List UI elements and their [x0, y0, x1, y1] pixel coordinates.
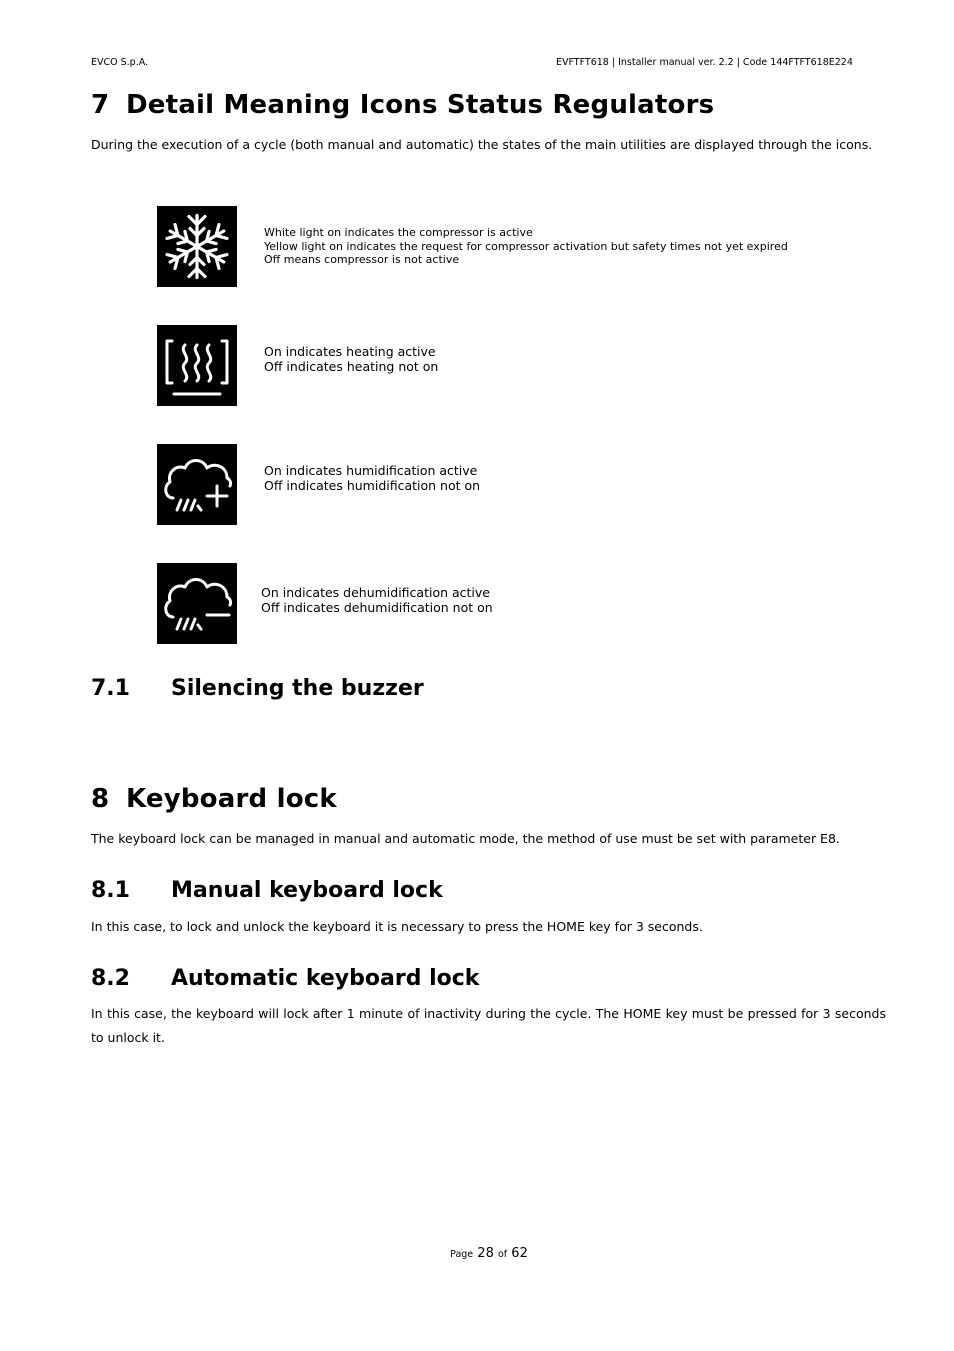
section-number: 7 [91, 90, 110, 120]
page-footer [0, 1246, 954, 1261]
section-number: 7.1 [91, 676, 130, 701]
dehumidification-description [261, 585, 493, 615]
snowflake-icon [157, 206, 237, 287]
section-title: Keyboard lock [126, 784, 337, 814]
compressor-description [264, 226, 788, 267]
header-doc-info: EVFTFT618 | Installer manual ver. 2.2 | Code 144FTFT618E224 [556, 57, 853, 68]
section-8-2-text: In this case, the keyboard will lock after 1 minute of inactivity during the cycle. The HOME key must be pressed for 3 seconds to unlock it. [91, 1006, 886, 1045]
section-number: 8 [91, 784, 110, 814]
section-number: 8.1 [91, 878, 130, 903]
section-8-1-heading [91, 878, 443, 903]
section-7-intro: During the execution of a cycle (both manual and automatic) the states of the main utilities are displayed through the icons. [91, 137, 873, 152]
section-8-1-text: In this case, to lock and unlock the keyboard it is necessary to press the HOME key for 3 seconds. [91, 919, 703, 934]
section-8-text: The keyboard lock can be managed in manual and automatic mode, the method of use must be set with parameter E8. [91, 831, 840, 846]
description-line: Off indicates heating not on [264, 359, 439, 374]
section-title: Automatic keyboard lock [171, 966, 480, 991]
description-line: Off indicates humidification not on [264, 478, 481, 493]
humidification-description [264, 463, 480, 493]
heating-icon [157, 325, 237, 406]
description-line: Off indicates dehumidification not on [261, 600, 493, 615]
section-title: Detail Meaning Icons Status Regulators [126, 90, 715, 120]
dehumidification-icon [157, 563, 237, 644]
section-number: 8.2 [91, 966, 130, 991]
section-8-2-heading [91, 966, 479, 991]
description-line: On indicates humidification active [264, 463, 478, 478]
humidification-icon [157, 444, 237, 525]
page-number: 28 [477, 1246, 494, 1261]
of-word: of [497, 1249, 508, 1260]
section-7-1-heading [91, 676, 424, 701]
description-line: On indicates dehumidification active [261, 585, 490, 600]
section-title: Silencing the buzzer [171, 676, 424, 701]
header-company: EVCO S.p.A. [91, 57, 149, 68]
page-word: Page [450, 1249, 474, 1260]
description-line: On indicates heating active [264, 344, 436, 359]
page-total: 62 [511, 1246, 528, 1261]
section-7-heading [91, 90, 714, 120]
section-title: Manual keyboard lock [171, 878, 443, 903]
section-8-heading [91, 784, 337, 814]
description-line: White light on indicates the compressor is active [264, 226, 533, 239]
description-line: Off means compressor is not active [264, 253, 460, 266]
description-line: Yellow light on indicates the request for compressor activation but safety times not yet expired [264, 239, 788, 253]
heating-description [264, 344, 438, 374]
